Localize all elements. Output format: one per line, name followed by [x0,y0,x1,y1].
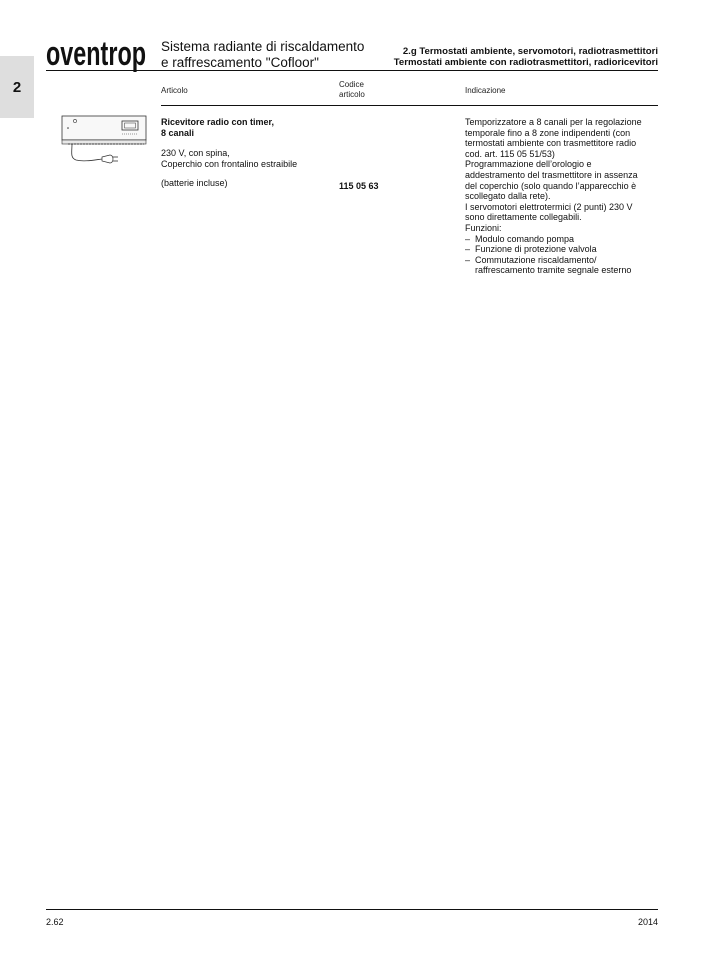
header-rule [46,70,658,71]
feature-list [465,234,665,276]
description-line: termostati ambiente con trasmettitore radio [465,138,637,149]
column-header-articolo: Articolo [161,86,188,95]
description-line: cod. art. 115 05 51/53) [465,148,555,159]
article-code: 115 05 63 [339,181,379,191]
feature-item: – Funzione di protezione valvola [465,244,665,255]
description-line: Temporizzatore a 8 canali per la regolazione [465,117,642,127]
page-number: 2.62 [46,917,64,927]
description-line: I servomotori elettrotermici (2 punti) 230 V [465,201,633,212]
article-cell [161,117,331,189]
series-title-line1: Sistema radiante di riscaldamento [161,39,365,54]
column-header-codice-line2: articolo [339,89,365,99]
table-header-rule [161,105,658,106]
description-line: addestramento del trasmettitore in assenza [465,169,638,180]
feature-item-continuation: raffrescamento tramite segnale esterno [475,265,632,276]
description-line: sono direttamente collegabili. [465,212,582,223]
svg-text:oventrop: oventrop [46,35,146,73]
description-line: Funzioni: [465,222,502,233]
footer-rule [46,909,658,910]
column-header-codice [339,80,365,99]
description-line: temporale fino a 8 zone indipendenti (con [465,127,631,138]
chapter-tab [0,56,34,118]
section-title-line1: 2.g Termostati ambiente, servomotori, radiotrasmettitori [402,46,658,57]
description-cell [465,117,665,276]
column-header-indicazione: Indicazione [465,86,506,95]
series-title [161,39,364,71]
series-title-line2: e raffrescamento "Cofloor" [161,55,319,70]
year: 2014 [637,917,658,927]
feature-item: – Commutazione riscaldamento/ [465,255,665,266]
oventrop-logo [46,35,146,73]
column-header-codice-line1: Codice [339,80,364,89]
description-line: Programmazione dell’orologio e [465,159,592,170]
section-title-line2: Termostati ambiente con radiotrasmettitori, radioricevitori [393,57,658,68]
product-image [60,112,150,172]
feature-item: – Modulo comando pompa [465,234,665,245]
article-batteries: (batterie incluse) [161,178,228,189]
description-line: del coperchio (solo quando l’apparecchio è [465,180,637,191]
chapter-number: 2 [12,78,22,96]
article-spec-line1: 230 V, con spina, [161,148,230,159]
article-spec-line2: Coperchio con frontalino estraibile [161,158,298,169]
article-title-line2: 8 canali [161,127,195,138]
section-title [394,46,658,68]
article-title-line1: Ricevitore radio con timer, [161,117,275,127]
description-line: scollegato dalla rete). [465,191,551,202]
